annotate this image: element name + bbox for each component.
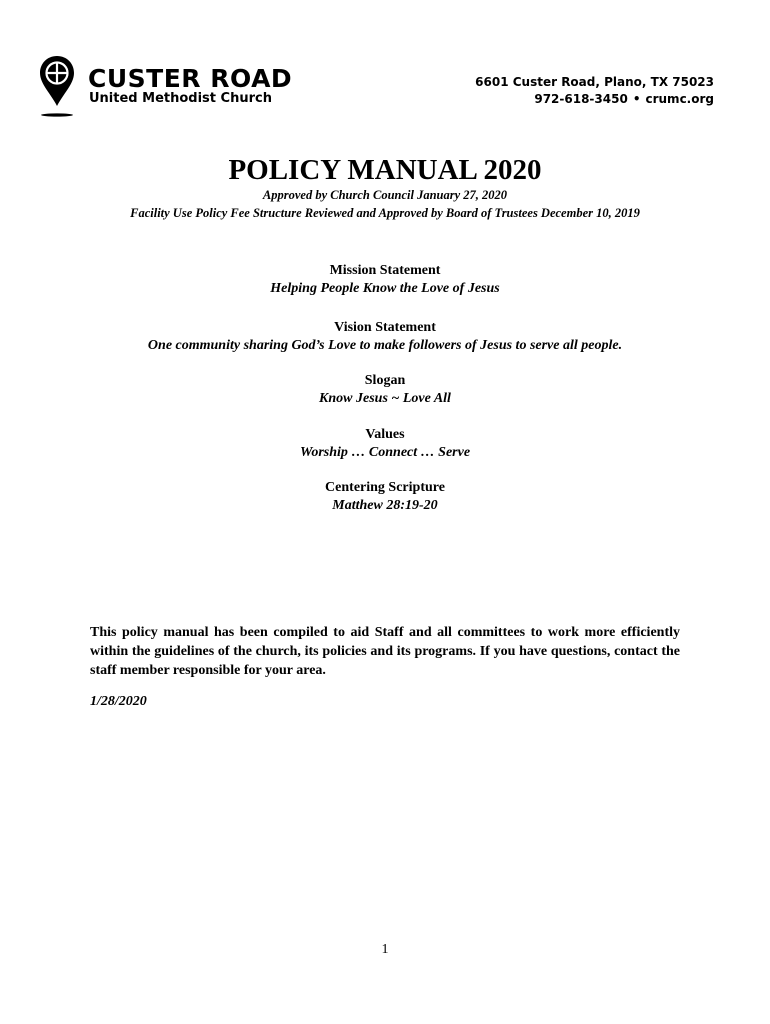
intro-paragraph: This policy manual has been compiled to aid Staff and all committees to work more efficiently within the guidelines of the church, its policies and its programs. If you have questions, contact the staff member responsible for your area. xyxy=(90,625,680,678)
document-date: 1/28/2020 xyxy=(90,694,147,709)
letterhead xyxy=(38,54,718,120)
church-subtitle: United Methodist Church xyxy=(89,91,272,106)
facility-approval-line: Facility Use Policy Fee Structure Reviewed and Approved by Board of Trustees December 10, 2019 xyxy=(130,206,640,220)
phone: 972-618-3450 xyxy=(534,92,628,106)
contact-info xyxy=(475,74,714,108)
document-title: POLICY MANUAL 2020 xyxy=(228,154,542,186)
section-text: Know Jesus ~ Love All xyxy=(319,391,451,406)
website: crumc.org xyxy=(645,92,714,106)
address: 6601 Custer Road, Plano, TX 75023 xyxy=(475,75,714,89)
section-heading: Mission Statement xyxy=(329,263,441,278)
scripture-section xyxy=(0,479,770,515)
section-text: Helping People Know the Love of Jesus xyxy=(270,281,500,296)
mission-section xyxy=(0,262,770,298)
values-section xyxy=(0,426,770,462)
approval-line: Approved by Church Council January 27, 2020 xyxy=(262,188,508,202)
section-text: Worship … Connect … Serve xyxy=(299,445,471,460)
section-heading: Centering Scripture xyxy=(325,480,445,495)
section-text: One community sharing God’s Love to make followers of Jesus to serve all people. xyxy=(147,338,623,353)
section-heading: Vision Statement xyxy=(334,320,436,335)
slogan-section xyxy=(0,372,770,408)
page-number: 1 xyxy=(381,942,389,957)
phone-web-line xyxy=(475,91,714,108)
bullet-separator: • xyxy=(632,92,641,106)
section-text: Matthew 28:19-20 xyxy=(332,498,438,513)
section-heading: Values xyxy=(365,427,405,442)
location-pin-cross-icon xyxy=(38,54,76,120)
church-name: CUSTER ROAD xyxy=(88,64,293,93)
vision-section xyxy=(0,319,770,355)
section-heading: Slogan xyxy=(364,373,406,388)
